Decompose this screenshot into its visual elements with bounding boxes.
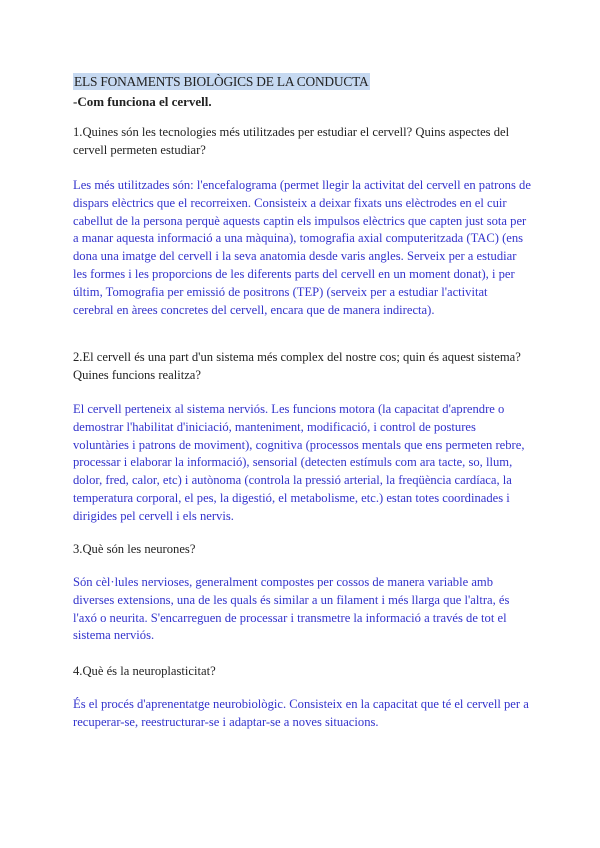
document-title: ELS FONAMENTS BIOLÒGICS DE LA CONDUCTA: [74, 74, 369, 89]
question-4: 4.Què és la neuroplasticitat?: [73, 664, 216, 678]
answer-1: Les més utilitzades són: l'encefalograma (permet llegir la activitat del cervell en patrons de dispars elèctrics que el recorreixen. Consisteix a deixar fixats uns elèctrodes en el cuir cabellut de la persona perquè aquests captin els impulsos elèctrics que capten just sota per a manar aquesta informació a una màquina), tomografia axial computeritzada (TAC) (ens dona una imatge del cervell i la seva anatomia desde varis angles. Serveix per a estudiar les formes i les proporcions de les diferents parts del cervell en un moment donat), i per últim, Tomografia per emissió de positrons (TEP) (serveix per a estudiar l'activitat cerebral en àrees concretes del cervell, encara que de manera indirecta).: [73, 178, 531, 317]
question-3: 3.Què són les neurones?: [73, 542, 196, 556]
answer-4: És el procés d'aprenentatge neurobiològic. Consisteix en la capacitat que té el cervell per a recuperar-se, reestructurar-se i adaptar-se a noves situacions.: [73, 697, 529, 729]
document-subtitle: -Com funciona el cervell.: [73, 94, 212, 109]
answer-3: Són cèl·lules nervioses, generalment compostes per cossos de manera variable amb diverses extensions, una de les quals és similar a un filament i més llarga que l'altra, és l'axó o neurita. S'encarreguen de processar i transmetre la informació a través de tot el sistema nerviós.: [73, 575, 510, 643]
question-2: 2.El cervell és una part d'un sistema més complex del nostre cos; quin és aquest sistema? Quines funcions realitza?: [73, 350, 521, 382]
answer-2: El cervell perteneix al sistema nerviós. Les funcions motora (la capacitat d'aprendre o demostrar l'habilitat d'iniciació, manteniment, modificació, i control de postures voluntàries i patrons de moviment), cognitiva (processos mentals que ens permeten rebre, processar i elaborar la informació), sensorial (detecten estímuls com ara tacte, so, llum, dolor, fred, calor, etc) i autònoma (controla la pressió arterial, la freqüència cardíaca, la temperatura corporal, el pes, la digestió, el metabolisme, etc.) estan totes coordinades i dirigides pel cervell i els nervis.: [73, 402, 525, 523]
question-1: 1.Quines són les tecnologies més utilitzades per estudiar el cervell? Quins aspectes del cervell permeten estudiar?: [73, 125, 510, 157]
